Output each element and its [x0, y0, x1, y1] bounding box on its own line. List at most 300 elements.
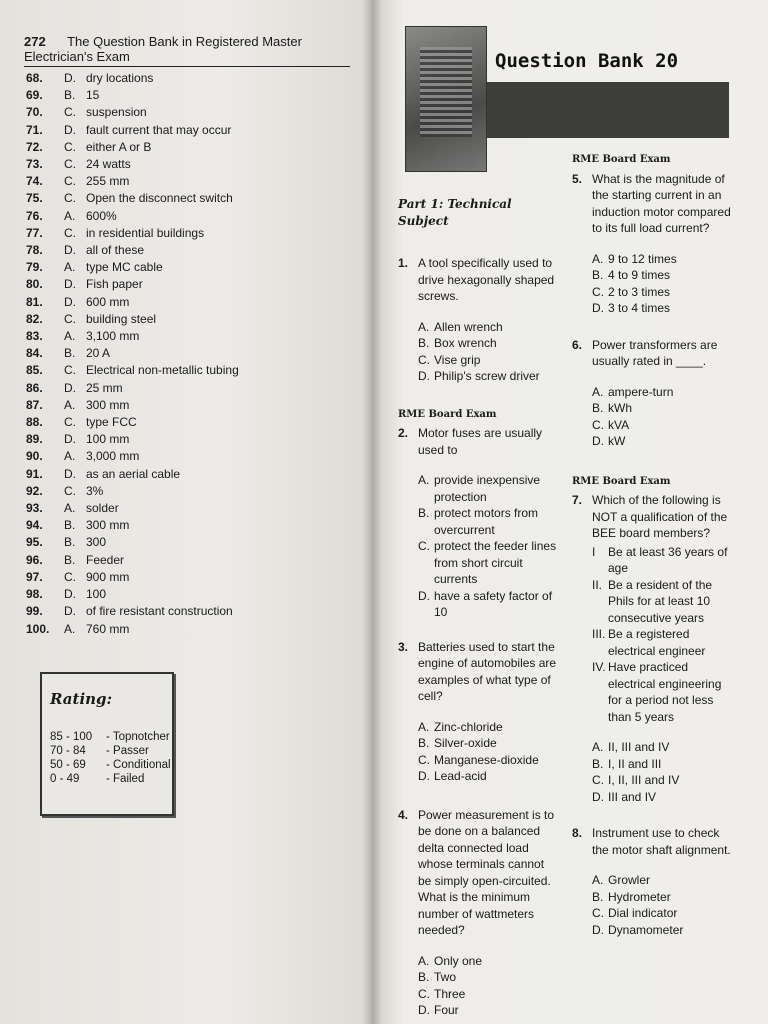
- option-text: protect motors from overcurrent: [434, 506, 539, 537]
- question-text: Which of the following is NOT a qualification of the BEE board members?: [592, 493, 728, 540]
- question-2: [398, 425, 560, 621]
- option-letter: C.: [418, 539, 430, 553]
- option-text: ampere-turn: [608, 384, 674, 399]
- answer-text: 25 mm: [86, 380, 123, 395]
- answer-text: Feeder: [86, 552, 125, 567]
- roman-numeral: I: [592, 544, 596, 559]
- option-text: Growler: [608, 873, 651, 887]
- answer-number: 80.: [26, 277, 43, 292]
- option-list: [592, 251, 732, 317]
- option-item: [418, 719, 560, 736]
- option-letter: D.: [418, 1003, 430, 1017]
- answer-row: [26, 414, 346, 431]
- answer-text: 760 mm: [86, 621, 130, 636]
- option-letter: B.: [592, 889, 604, 904]
- answer-row: [26, 621, 346, 638]
- question-stem: [398, 639, 560, 705]
- rating-range: 70 - 84: [50, 745, 86, 757]
- question-number: 4.: [398, 807, 409, 822]
- option-item: [592, 905, 732, 922]
- answer-number: 88.: [26, 415, 43, 430]
- option-text: Three: [434, 986, 466, 1001]
- answer-row: [26, 173, 346, 190]
- answer-number: 97.: [26, 569, 43, 584]
- question-stem: [572, 825, 732, 858]
- option-text: III and IV: [608, 789, 657, 804]
- option-item: [592, 267, 732, 284]
- question-3: [398, 639, 560, 785]
- answer-letter: B.: [64, 535, 76, 550]
- answer-text: type FCC: [86, 415, 137, 430]
- answer-letter: C.: [64, 139, 76, 154]
- answer-text: all of these: [86, 243, 145, 258]
- option-text: Allen wrench: [434, 319, 503, 334]
- option-text: II, III and IV: [608, 740, 670, 754]
- answer-text: 300 mm: [86, 397, 130, 412]
- answer-letter: B.: [64, 346, 76, 361]
- question-text: Motor fuses are usually used to: [418, 426, 543, 457]
- question-number: 5.: [572, 171, 583, 186]
- question-text: Instrument use to check the motor shaft alignment.: [592, 826, 731, 857]
- rating-row: [50, 758, 171, 772]
- answer-number: 72.: [26, 139, 43, 154]
- exam-tag: RME Board Exam: [572, 475, 671, 487]
- roman-text: Have practiced electrical engineering for a period not less than 5 years: [608, 660, 722, 724]
- option-text: Dial indicator: [608, 906, 678, 920]
- answer-text: Fish paper: [86, 277, 143, 292]
- exam-tag: RME Board Exam: [572, 154, 671, 165]
- answer-letter: C.: [64, 311, 76, 326]
- answer-row: [26, 534, 346, 551]
- question-number: 8.: [572, 826, 583, 840]
- answer-text: 600%: [86, 208, 117, 223]
- option-list: [418, 953, 560, 1019]
- option-text: kW: [608, 434, 626, 448]
- answer-number: 71.: [26, 122, 43, 137]
- option-letter: D.: [418, 369, 430, 383]
- rating-label: - Failed: [106, 773, 145, 785]
- answer-letter: C.: [64, 157, 76, 172]
- answer-letter: C.: [64, 174, 76, 189]
- roman-item: [592, 577, 732, 627]
- answer-text: 900 mm: [86, 569, 130, 584]
- answer-row: [26, 311, 346, 328]
- option-letter: A.: [418, 319, 430, 334]
- rating-row: [50, 730, 171, 744]
- answer-text: 100: [86, 587, 107, 602]
- answer-letter: D.: [64, 294, 76, 309]
- answer-letter: A.: [64, 621, 76, 636]
- option-letter: B.: [418, 336, 430, 350]
- question-number: 6.: [572, 337, 583, 352]
- answer-row: [26, 466, 346, 483]
- rating-range: 0 - 49: [50, 773, 80, 785]
- answer-row: [26, 448, 346, 465]
- question-6: [572, 337, 732, 450]
- option-item: [418, 986, 560, 1003]
- option-item: [592, 756, 732, 773]
- answer-number: 86.: [26, 380, 43, 395]
- answer-letter: A.: [64, 329, 76, 344]
- rating-range: 85 - 100: [50, 731, 93, 743]
- option-list: [592, 384, 732, 450]
- option-text: Zinc-chloride: [434, 719, 503, 734]
- answer-letter: D.: [64, 432, 76, 447]
- option-text: Philip's screw driver: [434, 369, 540, 383]
- option-letter: C.: [592, 906, 604, 920]
- option-item: [418, 335, 560, 352]
- answer-row: [26, 431, 346, 448]
- rating-table: [50, 730, 171, 786]
- question-5: [572, 171, 732, 317]
- answer-row: [26, 380, 346, 397]
- roman-text: Be a registered electrical engineer: [608, 627, 706, 658]
- answer-letter: D.: [64, 277, 76, 292]
- answer-text: type MC cable: [86, 260, 163, 275]
- answer-row: [26, 122, 346, 139]
- option-list: [592, 739, 732, 805]
- answer-text: Electrical non-metallic tubing: [86, 363, 239, 378]
- answer-number: 95.: [26, 535, 43, 550]
- question-stem: [398, 425, 560, 458]
- option-item: [592, 922, 732, 939]
- question-text: A tool specifically used to drive hexagonally shaped screws.: [418, 256, 555, 303]
- option-text: Lead-acid: [434, 769, 487, 783]
- answer-text: fault current that may occur: [86, 122, 232, 137]
- rating-row: [50, 772, 171, 786]
- option-text: Hydrometer: [608, 889, 671, 904]
- answer-row: [26, 276, 346, 293]
- answer-text: as an aerial cable: [86, 466, 181, 481]
- roman-item: [592, 544, 732, 577]
- answer-text: solder: [86, 501, 119, 516]
- option-text: 4 to 9 times: [608, 268, 671, 282]
- answer-number: 77.: [26, 225, 43, 240]
- answer-number: 96.: [26, 552, 43, 567]
- rating-label: - Passer: [106, 745, 149, 757]
- option-text: Dynamometer: [608, 922, 684, 937]
- answer-letter: C.: [64, 483, 76, 498]
- answer-number: 68.: [26, 71, 43, 85]
- question-column-left: [398, 190, 560, 1019]
- answer-letter: C.: [64, 415, 76, 430]
- answer-letter: B.: [64, 88, 76, 103]
- option-text: provide inexpensive protection: [434, 473, 541, 504]
- question-8: [572, 825, 732, 938]
- answer-row: [26, 139, 346, 156]
- option-list: [418, 472, 560, 621]
- answer-text: in residential buildings: [86, 225, 205, 240]
- answer-text: of fire resistant construction: [86, 604, 233, 619]
- option-item: [592, 400, 732, 417]
- answer-row: [26, 586, 346, 603]
- answer-letter: D.: [64, 587, 76, 602]
- answer-letter: D.: [64, 122, 76, 137]
- question-number: 2.: [398, 426, 409, 440]
- option-text: Two: [434, 970, 457, 984]
- answer-number: 78.: [26, 243, 43, 258]
- answer-row: [26, 552, 346, 569]
- answer-row: [26, 70, 346, 87]
- roman-text: Be a resident of the Phils for at least 10 consecutive years: [608, 577, 713, 625]
- option-item: [418, 319, 560, 336]
- answer-row: [26, 397, 346, 414]
- answer-number: 79.: [26, 260, 43, 275]
- question-column-right: [572, 152, 732, 938]
- answer-number: 84.: [26, 346, 43, 361]
- answer-text: 20 A: [86, 346, 111, 361]
- chapter-title: Question Bank 20: [495, 50, 679, 72]
- roman-item: [592, 659, 732, 725]
- question-number: 7.: [572, 493, 583, 507]
- option-item: [592, 433, 732, 450]
- answer-letter: A.: [64, 208, 76, 223]
- answer-number: 73.: [26, 157, 43, 172]
- option-item: [592, 251, 732, 268]
- rating-box: [40, 672, 174, 816]
- answer-number: 90.: [26, 449, 43, 464]
- option-letter: D.: [592, 301, 604, 315]
- answer-number: 99.: [26, 604, 43, 619]
- option-item: [418, 752, 560, 769]
- book-gutter: [362, 0, 382, 1024]
- answer-letter: A.: [64, 449, 76, 464]
- option-text: kVA: [608, 417, 630, 432]
- option-item: [418, 505, 560, 538]
- option-item: [418, 368, 560, 385]
- answer-text: 600 mm: [86, 294, 130, 309]
- option-text: Silver-oxide: [434, 736, 497, 750]
- question-stem: [398, 807, 560, 939]
- answer-number: 81.: [26, 294, 43, 309]
- answer-letter: D.: [64, 604, 76, 619]
- answer-number: 100.: [26, 621, 50, 636]
- option-item: [418, 352, 560, 369]
- question-text: Batteries used to start the engine of automobiles are examples of what type of cell?: [418, 639, 557, 703]
- question-text: What is the magnitude of the starting current in an induction motor compared to its full load current?: [592, 171, 731, 235]
- option-text: Vise grip: [434, 352, 481, 367]
- option-letter: B.: [418, 970, 430, 984]
- answer-text: 100 mm: [86, 432, 130, 447]
- answer-text: 15: [86, 88, 100, 103]
- option-letter: B.: [592, 756, 604, 771]
- answer-letter: C.: [64, 363, 76, 378]
- option-letter: D.: [418, 588, 430, 603]
- answer-row: [26, 603, 346, 620]
- question-stem: [572, 492, 732, 542]
- answer-text: building steel: [86, 311, 157, 326]
- answer-letter: C.: [64, 191, 76, 206]
- answer-row: [26, 156, 346, 173]
- option-letter: A.: [592, 251, 604, 266]
- answer-letter: C.: [64, 105, 76, 120]
- answer-row: [26, 259, 346, 276]
- answer-row: [26, 483, 346, 500]
- answer-row: [26, 345, 346, 362]
- answer-row: [26, 517, 346, 534]
- answer-text: suspension: [86, 105, 147, 120]
- option-item: [418, 735, 560, 752]
- option-text: Manganese-dioxide: [434, 752, 539, 767]
- option-item: [592, 384, 732, 401]
- roman-text: Be at least 36 years of age: [608, 544, 728, 575]
- option-item: [418, 588, 560, 621]
- answer-number: 89.: [26, 432, 43, 447]
- question-number: 3.: [398, 639, 409, 654]
- option-letter: B.: [418, 736, 430, 750]
- answer-letter: C.: [64, 225, 76, 240]
- answer-number: 83.: [26, 329, 43, 344]
- option-text: I, II and III: [608, 756, 662, 771]
- option-text: Box wrench: [434, 336, 497, 350]
- option-letter: A.: [592, 384, 604, 399]
- answer-letter: D.: [64, 466, 76, 481]
- page-number: 272: [24, 34, 46, 49]
- answer-row: [26, 190, 346, 207]
- chapter-banner: [405, 22, 729, 170]
- roman-numeral: II.: [592, 577, 603, 592]
- question-number: 1.: [398, 256, 409, 270]
- question-text: Power transformers are usually rated in ____.: [592, 337, 718, 368]
- option-item: [418, 1002, 560, 1019]
- answer-letter: A.: [64, 397, 76, 412]
- answer-number: 69.: [26, 88, 43, 103]
- answer-letter: A.: [64, 501, 76, 516]
- option-text: Four: [434, 1003, 459, 1017]
- option-letter: A.: [592, 740, 604, 754]
- exam-tag: RME Board Exam: [398, 408, 497, 420]
- option-letter: C.: [418, 752, 430, 767]
- answer-number: 87.: [26, 397, 43, 412]
- option-letter: D.: [592, 922, 604, 937]
- roman-list: [592, 544, 732, 726]
- answer-number: 75.: [26, 191, 43, 206]
- option-list: [592, 872, 732, 938]
- option-letter: A.: [418, 719, 430, 734]
- option-item: [418, 538, 560, 588]
- answer-letter: B.: [64, 552, 76, 567]
- answer-number: 93.: [26, 501, 43, 516]
- option-item: [418, 768, 560, 785]
- running-title: The Question Bank in Registered Master Electrician's Exam: [24, 34, 302, 64]
- option-letter: A.: [418, 953, 430, 968]
- answer-letter: D.: [64, 71, 76, 85]
- option-text: I, II, III and IV: [608, 773, 680, 787]
- answer-letter: A.: [64, 260, 76, 275]
- answer-letter: B.: [64, 518, 76, 533]
- answer-row: [26, 500, 346, 517]
- rating-row: [50, 744, 171, 758]
- rating-range: 50 - 69: [50, 759, 86, 771]
- answer-number: 98.: [26, 587, 43, 602]
- answer-row: [26, 569, 346, 586]
- option-text: protect the feeder lines from short circuit currents: [434, 539, 557, 586]
- option-item: [592, 789, 732, 806]
- roman-item: [592, 626, 732, 659]
- answer-key-list: [26, 70, 346, 638]
- answer-row: [26, 208, 346, 225]
- question-stem: [398, 255, 560, 305]
- question-stem: [572, 337, 732, 370]
- answer-number: 85.: [26, 363, 43, 378]
- option-letter: C.: [592, 417, 604, 432]
- option-text: have a safety factor of 10: [434, 588, 553, 619]
- option-list: [418, 719, 560, 785]
- answer-number: 74.: [26, 174, 43, 189]
- answer-row: [26, 87, 346, 104]
- option-text: 2 to 3 times: [608, 284, 671, 299]
- answer-number: 92.: [26, 483, 43, 498]
- answer-text: Open the disconnect switch: [86, 191, 233, 206]
- answer-row: [26, 294, 346, 311]
- option-item: [592, 772, 732, 789]
- answer-letter: D.: [64, 380, 76, 395]
- answer-text: dry locations: [86, 71, 154, 85]
- option-item: [418, 969, 560, 986]
- page-header: [24, 34, 350, 67]
- answer-row: [26, 225, 346, 242]
- rating-label: - Topnotcher: [106, 731, 170, 743]
- option-text: 3 to 4 times: [608, 301, 671, 315]
- question-1: [398, 255, 560, 385]
- option-letter: D.: [592, 434, 604, 448]
- option-item: [592, 889, 732, 906]
- answer-text: 300: [86, 535, 107, 550]
- option-item: [592, 284, 732, 301]
- option-letter: A.: [418, 473, 430, 487]
- option-letter: B.: [592, 401, 604, 415]
- option-letter: C.: [418, 352, 430, 367]
- option-letter: C.: [418, 986, 430, 1001]
- answer-text: 24 watts: [86, 157, 131, 172]
- answer-text: either A or B: [86, 139, 152, 154]
- answer-text: 3,000 mm: [86, 449, 140, 464]
- option-letter: D.: [592, 789, 604, 804]
- option-letter: B.: [418, 506, 430, 520]
- option-letter: C.: [592, 773, 604, 787]
- question-7: [572, 492, 732, 805]
- answer-row: [26, 242, 346, 259]
- option-text: 9 to 12 times: [608, 251, 677, 266]
- answer-number: 91.: [26, 466, 43, 481]
- answer-letter: C.: [64, 569, 76, 584]
- answer-number: 76.: [26, 208, 43, 223]
- answer-letter: D.: [64, 243, 76, 258]
- roman-numeral: IV.: [592, 660, 606, 674]
- rating-label: - Conditional: [106, 759, 171, 771]
- option-item: [592, 417, 732, 434]
- option-item: [592, 300, 732, 317]
- question-text: Power measurement is to be done on a balanced delta connected load whose terminals cannot be simply open-circuited. What is the minimum number of wattmeters needed?: [418, 807, 555, 937]
- option-item: [592, 872, 732, 889]
- answer-text: 300 mm: [86, 518, 130, 533]
- answer-row: [26, 328, 346, 345]
- rating-title: Rating:: [50, 690, 113, 708]
- answer-number: 94.: [26, 518, 43, 533]
- part-label: Part 1: Technical Subject: [398, 197, 512, 228]
- answer-text: 255 mm: [86, 174, 130, 189]
- question-4: [398, 807, 560, 1019]
- option-letter: C.: [592, 284, 604, 299]
- option-item: [418, 953, 560, 970]
- option-item: [592, 739, 732, 756]
- answer-row: [26, 362, 346, 379]
- option-letter: A.: [592, 873, 604, 887]
- answer-text: 3,100 mm: [86, 329, 140, 344]
- answer-number: 70.: [26, 105, 43, 120]
- option-text: Only one: [434, 953, 483, 968]
- option-item: [418, 472, 560, 505]
